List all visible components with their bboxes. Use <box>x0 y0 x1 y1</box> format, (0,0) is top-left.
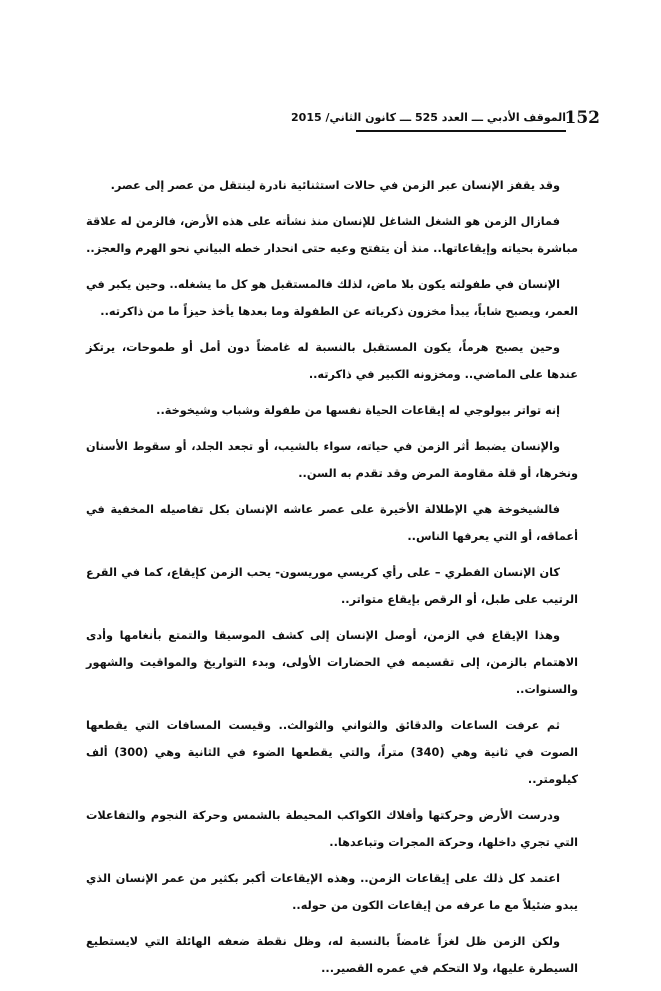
paragraph: وهذا الإيقاع في الزمن، أوصل الإنسان إلى كشف الموسيقا والتمتع بأنغامها وأدى الاهتمام بالزمن، إلى تقسيمه في الحضارات الأولى، وبدء التواريخ والمواقيت والشهور والسنوات.. <box>86 629 578 696</box>
paragraph: وحين يصبح هرماً، يكون المستقبل بالنسبة له غامضاً دون أمل أو طموحات، يرتكز عندها على الماضي.. ومخزونه الكبير في ذاكرته.. <box>86 341 578 381</box>
paragraph: فمازال الزمن هو الشغل الشاغل للإنسان منذ نشأته على هذه الأرض، فالزمن له علاقة مباشرة بحياته وإيقاعاتها.. منذ أن يتفتح وعيه حتى انحدار خطه البياني نحو الهرم والعجز.. <box>86 215 578 255</box>
header-rule <box>356 130 566 132</box>
page-header <box>291 106 600 132</box>
paragraph: ودرست الأرض وحركتها وأفلاك الكواكب المحيطة بالشمس وحركة النجوم والتفاعلات التي تجري داخلها، وحركة المجرات وتباعدها.. <box>86 809 578 849</box>
paragraph: والإنسان يضبط أثر الزمن في حياته، سواء بالشيب، أو تجعد الجلد، أو سقوط الأسنان ونخرها، أو قلة مقاومة المرض وقد تقدم به السن.. <box>86 440 578 480</box>
paragraph: اعتمد كل ذلك على إيقاعات الزمن.. وهذه الإيقاعات أكبر بكثير من عمر الإنسان الذي يبدو ضئيلاً مع ما عرفه من إيقاعات الكون من حوله.. <box>86 872 578 912</box>
page-number: 152 <box>564 108 600 128</box>
running-head: الموقف الأدبي ـــ العدد 525 ـــ كانون الثاني/ 2015 <box>291 111 566 124</box>
paragraph: الإنسان في طفولته يكون بلا ماض، لذلك فالمستقبل هو كل ما يشغله.. وحين يكبر في العمر، ويصبح شاباً، يبدأ مخزون ذكرياته عن الطفولة وما بعدها يأخذ حيزاً ما من ذاكرته.. <box>86 278 578 318</box>
paragraph: كان الإنسان الفطري – على رأي كريسي موريسون- يحب الزمن كإيقاع، كما في القرع الرتيب على طبل، أو الرقص بإيقاع متواتر.. <box>86 566 578 606</box>
paragraph: ثم عرفت الساعات والدقائق والثواني والثوالث.. وقيست المسافات التي يقطعها الصوت في ثانية وهي (340) متراً، والتي يقطعها الضوء في الثانية وهي (300) ألف كيلومتر.. <box>86 719 579 786</box>
article-body <box>86 172 578 991</box>
paragraph: فالشيخوخة هي الإطلالة الأخيرة على عصر عاشه الإنسان بكل تفاصيله المخفية في أعماقه، أو التي يعرفها الناس.. <box>86 503 578 543</box>
paragraph: وقد يقفز الإنسان عبر الزمن في حالات استثنائية نادرة لينتقل من عصر إلى عصر. <box>110 179 560 192</box>
paragraph: ولكن الزمن ظل لغزاً غامضاً بالنسبة له، وظل نقطة ضعفه الهائلة التي لايستطيع السيطرة عليها، ولا التحكم في عمره القصير... <box>86 935 578 975</box>
paragraph: إنه تواتر بيولوجي له إيقاعات الحياة نفسها من طفولة وشباب وشيخوخة.. <box>156 404 560 417</box>
